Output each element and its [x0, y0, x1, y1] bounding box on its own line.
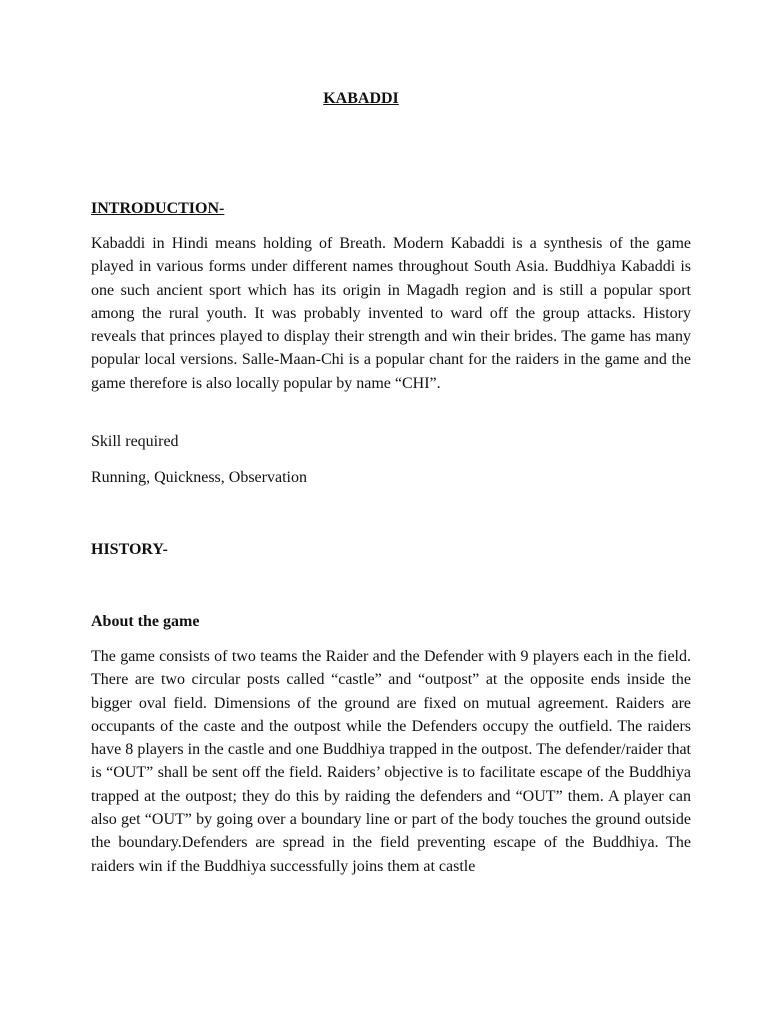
skill-required-label: Skill required — [91, 433, 179, 450]
skill-required-value: Running, Quickness, Observation — [91, 469, 307, 486]
history-heading: HISTORY- — [91, 541, 168, 558]
document-title: KABADDI — [323, 90, 399, 107]
introduction-paragraph: Kabaddi in Hindi means holding of Breath. Modern Kabaddi is a synthesis of the game played in various forms under different names throughout South Asia. Buddhiya Kabaddi is one such ancient sport which has its origin in Magadh region and is still a popular sport among the rural youth. It was probably invented to ward off the group attacks. History reveals that princes played to display their strength and win their brides. The game has many popular local versions. Salle-Maan-Chi is a popular chant for the raiders in the game and the game therefore is also locally popular by name “CHI”. — [91, 235, 691, 392]
introduction-heading: INTRODUCTION- — [91, 200, 225, 217]
about-game-heading: About the game — [91, 613, 200, 630]
about-game-paragraph: The game consists of two teams the Raider and the Defender with 9 players each in the field. There are two circular posts called “castle” and “outpost” at the opposite ends inside the bigger oval field. Dimensions of the ground are fixed on mutual agreement. Raiders are occupants of the caste and the outpost while the Defenders occupy the outfield. The raiders have 8 players in the castle and one Buddhiya trapped in the outpost. The defender/raider that is “OUT” shall be sent off the field. Raiders’ objective is to facilitate escape of the Buddhiya trapped at the outpost; they do this by raiding the defenders and “OUT” them. A player can also get “OUT” by going over a boundary line or part of the body touches the ground outside the boundary.Defenders are spread in the field preventing escape of the Buddhiya. The raiders win if the Buddhiya successfully joins them at castle — [91, 648, 691, 875]
